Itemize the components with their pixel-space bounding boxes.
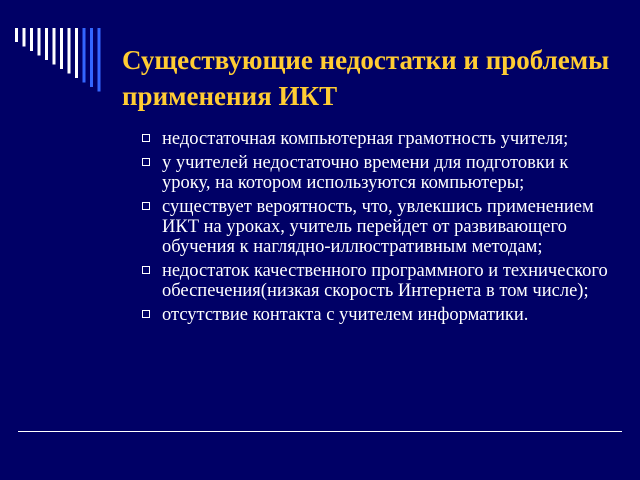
stripe [98, 28, 101, 92]
stripe [60, 28, 63, 69]
bullet-text: недостаток качественного программного и технического обеспечения(низкая скорость Интернета в том числе); [162, 261, 608, 301]
bullet-item-1 [140, 129, 610, 149]
stripe [30, 28, 33, 51]
square-bullet-icon [142, 134, 150, 142]
stripe [38, 28, 41, 56]
stripe [90, 28, 93, 87]
stripe [23, 28, 26, 47]
bullet-text: существует вероятность, что, увлекшись применением ИКТ на уроках, учитель перейдет от развивающего обучения к наглядно-иллюстративным методам; [162, 197, 594, 257]
square-bullet-icon [142, 158, 150, 166]
square-bullet-icon [142, 202, 150, 210]
stripe [15, 28, 18, 42]
bullet-text: у учителей недостаточно времени для подготовки к уроку, на котором используются компьютеры; [162, 153, 569, 193]
square-bullet-icon [142, 266, 150, 274]
stripe [83, 28, 86, 83]
decorative-stripes [0, 28, 110, 98]
bullet-text: отсутствие контакта с учителем информатики. [162, 305, 529, 325]
stripe [45, 28, 48, 60]
square-bullet-icon [142, 310, 150, 318]
bullet-item-4 [140, 261, 610, 301]
bullet-item-2 [140, 153, 610, 193]
bullet-list [140, 129, 610, 329]
bullet-item-3 [140, 197, 610, 257]
stripe [53, 28, 56, 65]
slide-title: Существующие недостатки и проблемы применения ИКТ [122, 45, 610, 111]
stripe [68, 28, 71, 74]
stripe [75, 28, 78, 78]
bullet-text: недостаточная компьютерная грамотность учителя; [162, 129, 569, 149]
bullet-item-5 [140, 305, 610, 325]
bottom-divider [18, 431, 622, 432]
